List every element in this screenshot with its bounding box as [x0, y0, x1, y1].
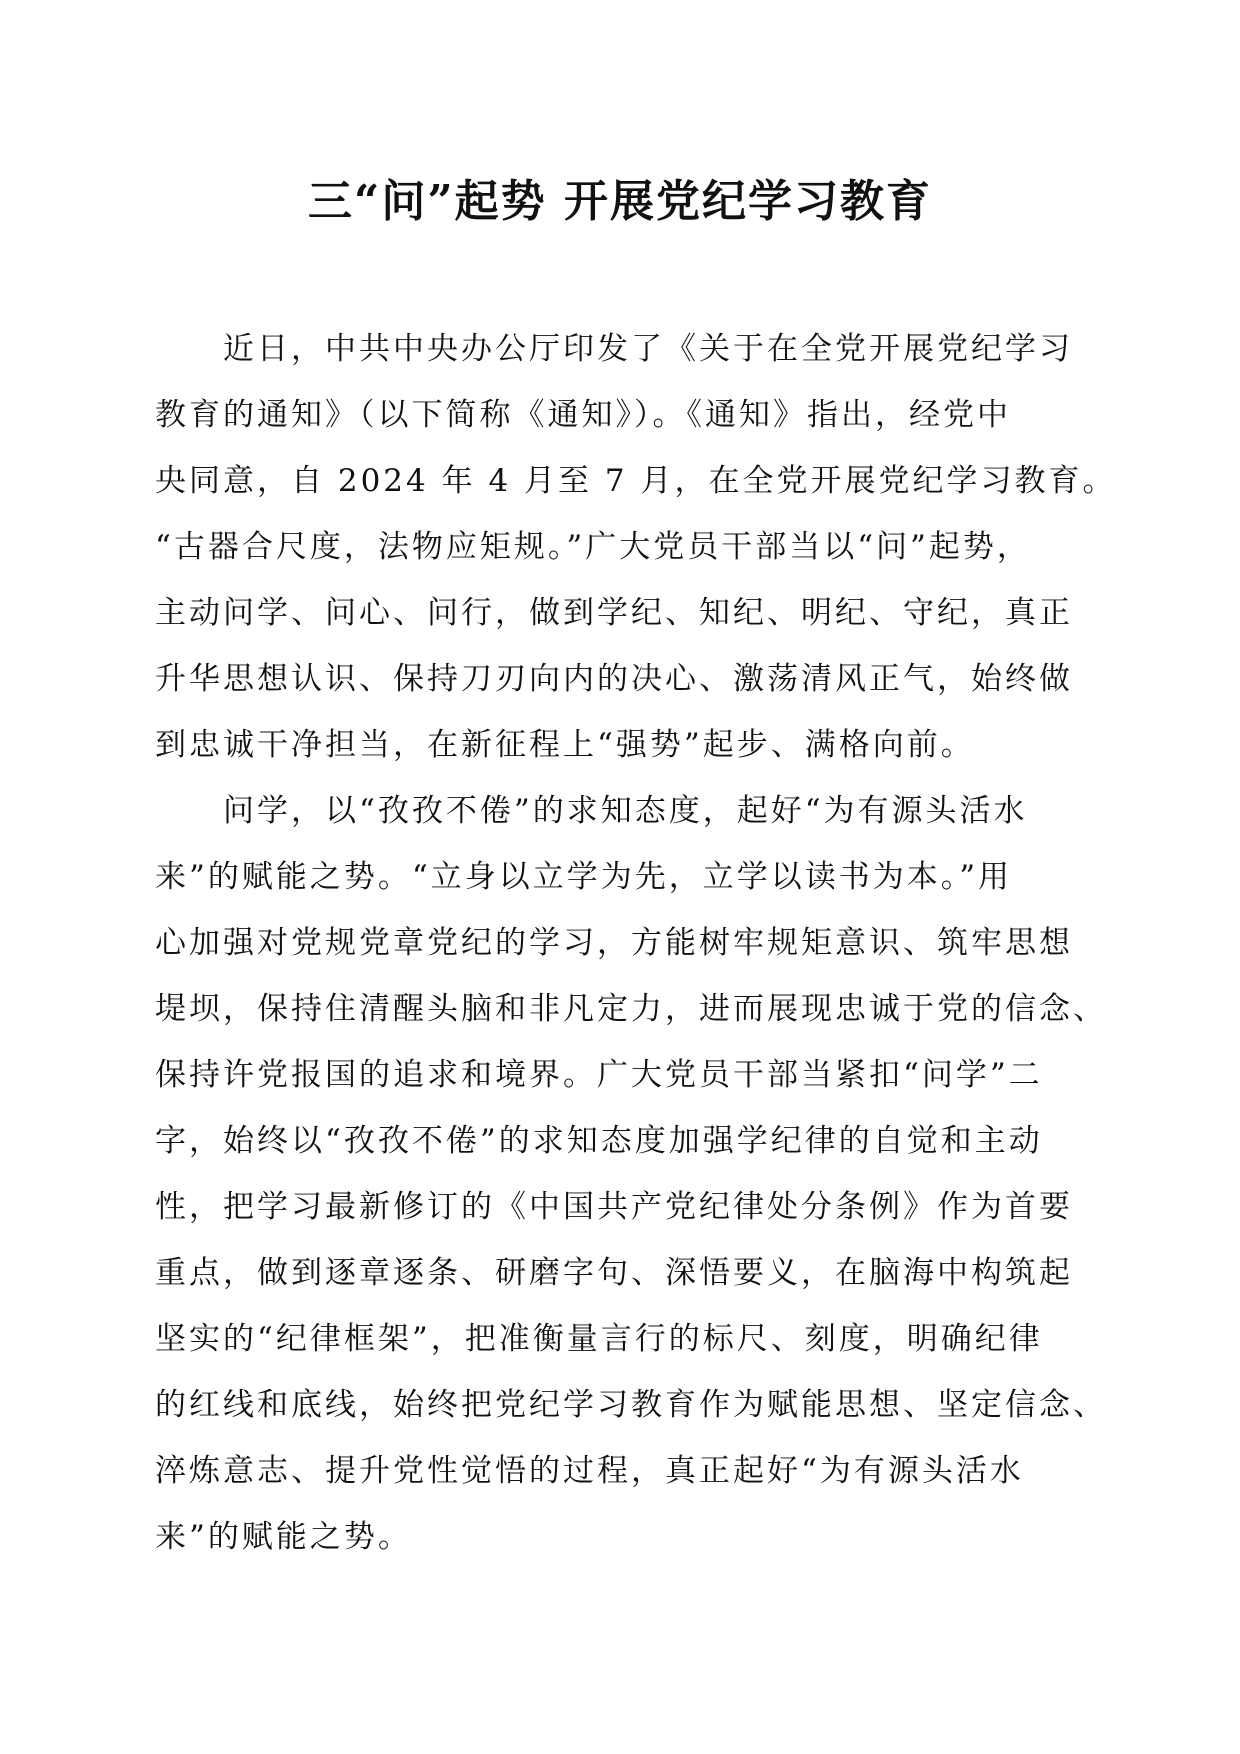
- paragraph-line: 近日，中共中央办公厅印发了《关于在全党开展党纪学习: [223, 331, 1073, 367]
- paragraph-line: 央同意，自 2024 年 4 月至 7 月，在全党开展党纪学习教育。: [155, 463, 1117, 499]
- paragraph-line: 升华思想认识、保持刀刃向内的决心、激荡清风正气，始终做: [155, 661, 1073, 697]
- paragraph-line: 的红线和底线，始终把党纪学习教育作为赋能思想、坚定信念、: [155, 1387, 1107, 1423]
- paragraph-line: 淬炼意志、提升党性觉悟的过程，真正起好“为有源头活水: [155, 1453, 1024, 1489]
- paragraph-line: 来”的赋能之势。“立身以立学为先，立学以读书为本。”用: [155, 859, 1013, 895]
- paragraph-line: “古器合尺度，法物应矩规。”广大党员干部当以“问”起势，: [155, 529, 1031, 565]
- paragraph-line: 堤坝，保持住清醒头脑和非凡定力，进而展现忠诚于党的信念、: [155, 991, 1107, 1027]
- paragraph-line: 来”的赋能之势。: [155, 1519, 412, 1555]
- paragraph-line: 心加强对党规党章党纪的学习，方能树牢规矩意识、筑牢思想: [155, 925, 1073, 961]
- paragraph-line: 到忠诚干净担当，在新征程上“强势”起步、满格向前。: [155, 727, 975, 763]
- paragraph-line: 保持许党报国的追求和境界。广大党员干部当紧扣“问学”二: [155, 1057, 1043, 1093]
- paragraph-line: 重点，做到逐章逐条、研磨字句、深悟要义，在脑海中构筑起: [155, 1255, 1073, 1291]
- paragraph-line: 性，把学习最新修订的《中国共产党纪律处分条例》作为首要: [155, 1189, 1073, 1225]
- document-body: [155, 316, 1117, 1570]
- paragraph-line: 坚实的“纪律框架”，把准衡量言行的标尺、刻度，明确纪律: [155, 1321, 1043, 1357]
- document-title: 三“问”起势 开展党纪学习教育: [308, 176, 932, 227]
- paragraph-line: 主动问学、问心、问行，做到学纪、知纪、明纪、守纪，真正: [155, 595, 1073, 631]
- paragraph-line: 字，始终以“孜孜不倦”的求知态度加强学纪律的自觉和主动: [155, 1123, 1043, 1159]
- paragraph-line: 教育的通知》（以下简称《通知》）。《通知》指出，经党中: [155, 397, 1011, 433]
- paragraph-line: 问学，以“孜孜不倦”的求知态度，起好“为有源头活水: [223, 793, 1028, 829]
